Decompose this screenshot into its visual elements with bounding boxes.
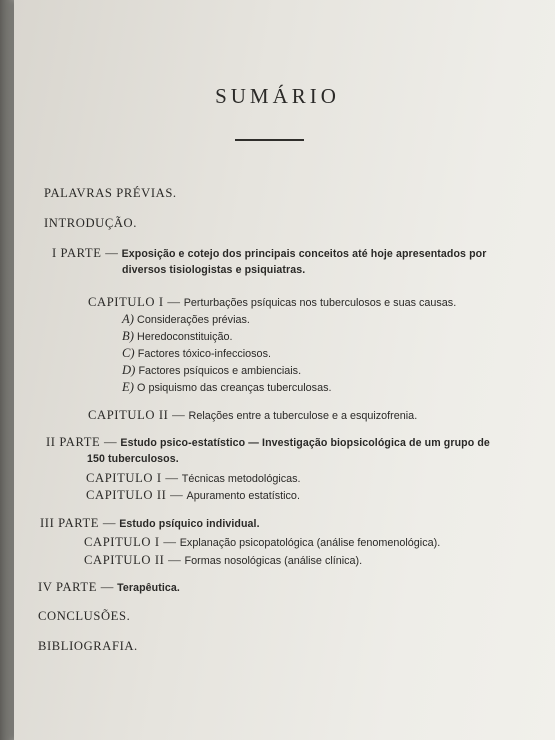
- chapter-title: Relações entre a tuberculose e a esquizofrenia.: [188, 410, 418, 422]
- item-text: O psiquismo das creanças tuberculosas.: [137, 382, 332, 394]
- part-2-title-line2: 150 tuberculosos.: [87, 453, 179, 465]
- part-2-title-line1: Estudo psico-estatístico — Investigação biopsicológica de um grupo de: [120, 437, 490, 449]
- book-spine-shadow: [0, 0, 14, 740]
- part-1-title-line1: Exposição e cotejo dos principais conceitos até hoje apresentados por: [121, 248, 487, 260]
- toc-part-1-chapter-1: [88, 295, 456, 310]
- chapter-label: CAPITULO I —: [84, 535, 177, 549]
- item-letter: A): [122, 312, 134, 326]
- item-text: Factores tóxico-infecciosos.: [137, 348, 271, 360]
- page-title: SUMÁRIO: [215, 84, 340, 108]
- item-letter: C): [122, 346, 135, 360]
- toc-part-1: [52, 246, 486, 261]
- toc-part-3-chapter-1: [84, 535, 440, 550]
- list-item: [122, 346, 271, 361]
- item-text: Factores psíquicos e ambienciais.: [138, 365, 302, 377]
- chapter-label: CAPITULO II —: [84, 553, 182, 567]
- chapter-title: Formas nosológicas (análise clínica).: [184, 555, 363, 567]
- toc-entry-conclusoes: CONCLUSÕES.: [38, 609, 131, 623]
- chapter-label: CAPITULO I —: [86, 471, 179, 485]
- toc-entry-bibliografia: BIBLIOGRAFIA.: [38, 639, 138, 653]
- toc-part-1-chapter-2: [88, 408, 417, 423]
- toc-entry-palavras-previas: PALAVRAS PRÉVIAS.: [44, 186, 177, 200]
- part-1-title-line2: diversos tisiologistas e psiquiatras.: [122, 264, 306, 276]
- item-text: Heredoconstituição.: [137, 331, 233, 343]
- item-letter: B): [122, 329, 134, 343]
- toc-part-3-chapter-2: [84, 553, 362, 568]
- list-item: [122, 380, 332, 395]
- toc-part-2-chapter-2: [86, 488, 300, 503]
- chapter-title: Técnicas metodológicas.: [181, 473, 301, 485]
- item-letter: E): [122, 380, 134, 394]
- list-item: [122, 329, 232, 344]
- part-4-label: IV PARTE —: [38, 580, 114, 594]
- toc-entry-introducao: INTRODUÇÃO.: [44, 216, 138, 230]
- list-item: [122, 312, 250, 327]
- part-1-label: I PARTE —: [52, 246, 119, 260]
- chapter-title: Explanação psicopatológica (análise fenomenológica).: [179, 537, 441, 549]
- chapter-label: CAPITULO II —: [88, 408, 186, 422]
- part-3-title: Estudo psíquico individual.: [119, 518, 260, 530]
- part-3-label: III PARTE —: [40, 516, 117, 530]
- toc-part-3: [40, 516, 260, 531]
- chapter-label: CAPITULO I —: [88, 295, 181, 309]
- chapter-title: Apuramento estatístico.: [186, 490, 300, 502]
- chapter-title: Perturbações psíquicas nos tuberculosos e suas causas.: [183, 297, 457, 309]
- title-divider: [235, 139, 304, 141]
- toc-part-2: [46, 435, 490, 450]
- chapter-label: CAPITULO II —: [86, 488, 184, 502]
- toc-part-4: [38, 580, 180, 595]
- item-text: Considerações prévias.: [137, 314, 250, 326]
- list-item: [122, 363, 301, 378]
- toc-part-2-chapter-1: [86, 471, 301, 486]
- item-letter: D): [122, 363, 136, 377]
- part-4-title: Terapêutica.: [117, 582, 180, 594]
- part-2-label: II PARTE —: [46, 435, 118, 449]
